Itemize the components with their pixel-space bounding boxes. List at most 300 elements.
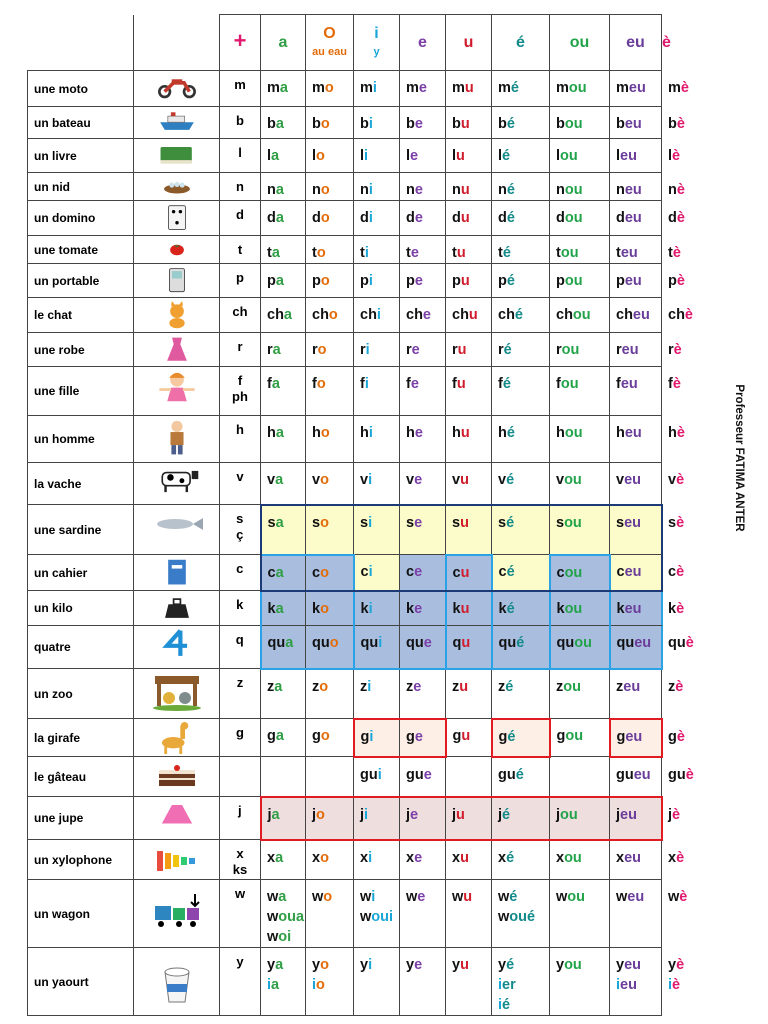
syllable xyxy=(406,633,445,653)
consonant-label: d xyxy=(236,207,244,222)
syllable-vowel: è xyxy=(672,148,681,164)
syllable xyxy=(616,975,661,995)
syllable-vowel: a xyxy=(275,210,284,226)
syllable xyxy=(406,805,445,825)
syllable-vowel: eu xyxy=(624,600,642,617)
syllable-consonant: l xyxy=(668,148,673,164)
syllable-vowel: i xyxy=(371,889,376,905)
syllable-vowel: e xyxy=(414,425,423,441)
syllable-cell xyxy=(354,626,400,669)
syllable xyxy=(360,374,399,394)
syllable-consonant: r xyxy=(360,342,366,358)
syllable-consonant: f xyxy=(616,376,621,392)
syllable-vowel: e xyxy=(414,728,423,745)
syllable-vowel: é xyxy=(506,600,515,617)
vowel-label: e xyxy=(418,33,427,51)
syllable-consonant: g xyxy=(498,728,508,745)
syllable-vowel: ou xyxy=(568,80,587,96)
syllable-cell xyxy=(400,555,446,591)
syllable-vowel: eu xyxy=(623,678,641,695)
syllable-vowel: é xyxy=(502,997,511,1013)
syllable xyxy=(498,887,549,907)
consonant-label: j xyxy=(237,803,242,818)
table-row xyxy=(28,463,662,505)
syllable xyxy=(498,423,549,443)
syllable-vowel: o xyxy=(320,472,329,488)
syllable-consonant: z xyxy=(616,678,624,695)
syllable xyxy=(267,955,305,975)
syllable-cell xyxy=(306,333,354,367)
syllable-consonant: g xyxy=(616,728,626,745)
syllable-cell xyxy=(354,591,400,626)
syllable-table xyxy=(27,14,694,1016)
syllable-vowel: ou xyxy=(560,148,578,164)
syllable-consonant: z xyxy=(312,678,320,695)
syllable-consonant: g xyxy=(267,728,276,744)
syllable-consonant: k xyxy=(312,600,321,617)
syllable-vowel: a xyxy=(275,957,284,973)
syllable-vowel: ou xyxy=(572,307,591,323)
header-vowel-6 xyxy=(550,15,610,71)
syllable-cell xyxy=(446,626,492,669)
syllable-vowel: i xyxy=(368,849,373,866)
syllable xyxy=(360,677,399,697)
syllable-consonant: m xyxy=(312,80,325,96)
syllable xyxy=(452,805,491,825)
syllable-cell xyxy=(550,71,610,107)
syllable-consonant: f xyxy=(452,376,457,392)
consonant-cell xyxy=(220,669,261,719)
syllable-consonant: r xyxy=(267,342,273,358)
syllable-consonant: l xyxy=(556,148,561,164)
syllable-cell xyxy=(492,367,550,416)
syllable-cell xyxy=(354,333,400,367)
syllable-vowel: a xyxy=(274,678,283,695)
girl-icon xyxy=(134,367,220,416)
word-label: un bateau xyxy=(28,107,134,139)
syllable-consonant: b xyxy=(616,116,625,132)
syllable-cell xyxy=(354,555,400,591)
syllable-vowel: eu xyxy=(620,245,638,261)
syllable-vowel: u xyxy=(464,80,474,96)
syllable-consonant: y xyxy=(556,957,565,973)
syllable-cell xyxy=(610,948,662,1016)
syllable-cell xyxy=(550,298,610,333)
syllable-cell xyxy=(261,840,306,880)
syllable xyxy=(267,423,305,443)
syllable xyxy=(556,114,609,134)
syllable-consonant: d xyxy=(556,210,565,226)
syllable xyxy=(312,114,353,134)
syllable-consonant: h xyxy=(267,425,276,441)
syllable xyxy=(312,146,353,166)
syllable-cell xyxy=(400,139,446,173)
syllable-vowel: eu xyxy=(634,635,652,651)
syllable-cell xyxy=(261,880,306,948)
syllable xyxy=(406,727,445,747)
syllable xyxy=(406,765,445,785)
syllable-vowel: u xyxy=(463,889,473,905)
syllable-consonant: qu xyxy=(360,635,379,651)
syllable-cell xyxy=(354,236,400,264)
syllable-consonant: s xyxy=(406,514,415,531)
consonant-cell xyxy=(220,107,261,139)
syllable-vowel: e xyxy=(414,957,423,973)
syllable xyxy=(616,765,661,785)
syllable xyxy=(268,599,306,619)
syllable-cell xyxy=(610,173,662,201)
syllable xyxy=(556,180,609,200)
syllable xyxy=(360,340,399,360)
consonant-cell xyxy=(220,367,261,416)
syllable-cell xyxy=(550,505,610,555)
syllable xyxy=(406,340,445,360)
syllable-consonant: c xyxy=(498,564,507,580)
fish-icon xyxy=(134,505,220,555)
consonant-label: m xyxy=(234,77,246,92)
table-row xyxy=(28,757,662,797)
syllable xyxy=(498,513,549,533)
syllable-consonant: y xyxy=(452,957,461,973)
consonant-cell xyxy=(220,719,261,757)
syllable-consonant: v xyxy=(616,472,625,488)
syllable-cell xyxy=(306,757,354,797)
syllable-vowel: u xyxy=(456,245,466,261)
syllable-cell xyxy=(400,669,446,719)
syllable-vowel: é xyxy=(502,148,511,164)
table-row xyxy=(28,107,662,139)
syllable-vowel: e xyxy=(410,148,419,164)
syllable-cell xyxy=(400,298,446,333)
syllable-consonant: y xyxy=(312,957,321,973)
syllable-cell xyxy=(550,236,610,264)
syllable-vowel: è xyxy=(676,472,685,488)
syllable xyxy=(312,271,353,291)
syllable-consonant: g xyxy=(312,728,321,744)
syllable-vowel: oi xyxy=(278,929,292,945)
syllable-cell xyxy=(354,264,400,298)
syllable-consonant: w xyxy=(267,929,279,945)
syllable-cell xyxy=(492,71,550,107)
syllable-cell xyxy=(400,505,446,555)
syllable-vowel: é xyxy=(506,472,515,488)
syllable-cell xyxy=(446,201,492,236)
syllable xyxy=(267,305,305,325)
syllable xyxy=(360,470,399,490)
syllable-consonant: d xyxy=(267,210,276,226)
syllable-consonant: c xyxy=(668,564,677,580)
syllable-cell xyxy=(354,298,400,333)
syllable xyxy=(616,805,661,825)
syllable-vowel: eu xyxy=(620,148,637,164)
syllable-consonant: t xyxy=(312,245,317,261)
syllable-vowel: i xyxy=(368,116,373,132)
syllable xyxy=(453,726,491,746)
syllable-cell xyxy=(610,107,662,139)
syllable-vowel: i xyxy=(367,678,372,695)
syllable-cell xyxy=(400,626,446,669)
syllable xyxy=(616,423,661,443)
syllable xyxy=(556,243,609,263)
syllable xyxy=(406,146,445,166)
syllable-consonant: w xyxy=(360,909,372,925)
syllable-vowel: é xyxy=(506,564,515,580)
syllable-consonant: s xyxy=(312,514,321,531)
syllable-consonant: z xyxy=(452,678,460,695)
syllable xyxy=(498,78,549,98)
syllable-consonant: d xyxy=(498,210,507,226)
syllable-vowel: è xyxy=(685,766,694,783)
syllable-consonant: s xyxy=(668,514,677,531)
syllable xyxy=(312,340,353,360)
syllable xyxy=(312,78,353,98)
syllable-cell xyxy=(610,298,662,333)
syllable-consonant: l xyxy=(360,148,365,164)
syllable-cell xyxy=(492,591,550,626)
syllable xyxy=(616,374,661,394)
syllable-consonant: h xyxy=(406,425,415,441)
syllable-cell xyxy=(610,880,662,948)
syllable-consonant: w xyxy=(406,889,418,905)
syllable-vowel: a xyxy=(285,635,294,651)
syllable-vowel: o xyxy=(316,376,326,392)
syllable xyxy=(312,423,353,443)
syllable-consonant: p xyxy=(267,273,276,289)
syllable xyxy=(360,180,399,200)
syllable-vowel: ou xyxy=(564,116,583,132)
syllable-cell xyxy=(550,719,610,757)
syllable-consonant: k xyxy=(498,600,507,617)
syllable-consonant: s xyxy=(556,514,565,531)
syllable-vowel: eu xyxy=(624,564,642,580)
consonant-cell xyxy=(220,139,261,173)
dress-icon xyxy=(134,333,220,367)
syllable-consonant: f xyxy=(556,376,561,392)
book-icon xyxy=(134,139,220,173)
syllable-cell xyxy=(261,719,306,757)
syllable-consonant: c xyxy=(267,564,276,581)
consonant-label: p xyxy=(236,270,244,285)
syllable-consonant: qu xyxy=(616,635,635,651)
syllable xyxy=(556,340,609,360)
syllable xyxy=(267,975,305,995)
syllable-vowel: é xyxy=(506,273,515,289)
syllable-cell xyxy=(306,416,354,463)
header-empty-cell xyxy=(134,15,220,71)
syllable xyxy=(267,146,305,166)
syllable xyxy=(616,208,661,228)
syllable-cell xyxy=(550,757,610,797)
syllable xyxy=(452,470,491,490)
syllable-consonant: s xyxy=(360,514,369,531)
header-vowel-0 xyxy=(261,15,306,71)
vowel-label: a xyxy=(278,33,288,51)
syllable-vowel: i xyxy=(368,564,373,580)
syllable xyxy=(556,887,609,907)
syllable-vowel: i xyxy=(368,514,373,531)
syllable-consonant: ch xyxy=(668,307,685,323)
syllable-vowel: i xyxy=(364,245,369,261)
syllable xyxy=(617,633,662,653)
syllable-cell xyxy=(492,236,550,264)
vowel-label: ou xyxy=(569,33,590,51)
consonant-label: r xyxy=(237,339,243,354)
syllable-consonant: j xyxy=(312,806,317,823)
syllable-consonant: qu xyxy=(267,635,286,651)
syllable-consonant: ch xyxy=(616,307,633,323)
syllable xyxy=(617,599,662,619)
syllable-consonant: r xyxy=(556,342,562,358)
syllable-cell xyxy=(446,236,492,264)
syllable-consonant: w xyxy=(360,889,372,905)
syllable-vowel: er xyxy=(502,977,516,993)
syllable-vowel: eu xyxy=(624,472,641,488)
syllable xyxy=(267,927,305,947)
syllable-consonant: j xyxy=(498,806,503,823)
syllable-consonant: b xyxy=(406,116,415,132)
syllable-consonant: c xyxy=(360,564,369,580)
syllable-vowel: è xyxy=(676,957,685,973)
syllable-cell xyxy=(400,173,446,201)
syllable-vowel: è xyxy=(676,273,685,289)
syllable xyxy=(267,470,305,490)
syllable-cell xyxy=(446,719,492,757)
syllable-vowel: u xyxy=(460,849,469,866)
syllable-consonant: qu xyxy=(498,635,517,651)
syllable-consonant: qu xyxy=(406,635,424,651)
syllable-consonant: k xyxy=(452,600,461,617)
syllable-consonant: r xyxy=(406,342,412,358)
syllable xyxy=(406,305,445,325)
syllable-cell xyxy=(261,173,306,201)
syllable xyxy=(361,599,400,619)
syllable-cell xyxy=(306,591,354,626)
syllable-consonant: z xyxy=(668,678,676,695)
syllable xyxy=(498,271,549,291)
syllable xyxy=(406,677,445,697)
syllable xyxy=(499,727,549,747)
syllable-cell xyxy=(492,264,550,298)
syllable-vowel: é xyxy=(502,376,511,392)
syllable xyxy=(498,146,549,166)
word-label: un nid xyxy=(28,173,134,201)
syllable-vowel: a xyxy=(271,245,280,261)
syllable-consonant: t xyxy=(498,245,503,261)
syllable-vowel: é xyxy=(506,957,515,973)
consonant-label: v xyxy=(236,469,244,484)
syllable xyxy=(406,470,445,490)
syllable-cell xyxy=(306,298,354,333)
syllable-vowel: eu xyxy=(624,273,642,289)
syllable-consonant: y xyxy=(360,957,369,973)
syllable-consonant: x xyxy=(616,849,625,866)
syllable-cell xyxy=(550,626,610,669)
syllable-consonant: p xyxy=(452,273,461,289)
syllable-vowel: ou xyxy=(574,635,592,651)
syllable xyxy=(360,78,399,98)
syllable-vowel: ou xyxy=(561,342,580,358)
syllable xyxy=(616,677,661,697)
syllable-cell xyxy=(400,71,446,107)
syllable-vowel: a xyxy=(275,425,284,441)
syllable-cell xyxy=(492,201,550,236)
syllable-cell xyxy=(610,669,662,719)
syllable-cell xyxy=(492,416,550,463)
syllable xyxy=(267,340,305,360)
syllable xyxy=(268,805,306,825)
syllable-vowel: i xyxy=(668,977,673,993)
syllable-vowel: e xyxy=(413,678,422,695)
syllable-vowel: ou xyxy=(564,849,582,866)
consonant-label: x xyxy=(236,846,244,861)
syllable xyxy=(616,887,661,907)
syllable-consonant: n xyxy=(498,182,507,198)
syllable-vowel: é xyxy=(506,116,515,132)
syllable-cell xyxy=(492,555,550,591)
consonant-cell xyxy=(220,840,261,880)
syllable-vowel: u xyxy=(460,514,469,531)
syllable-vowel: é xyxy=(509,889,518,905)
syllable xyxy=(267,271,305,291)
syllable-cell xyxy=(492,626,550,669)
syllable-consonant: z xyxy=(267,678,275,695)
syllable-vowel: a xyxy=(275,849,284,866)
syllable-cell xyxy=(610,367,662,416)
syllable xyxy=(453,563,491,583)
syllable-cell xyxy=(610,505,662,555)
syllable-cell xyxy=(610,264,662,298)
syllable xyxy=(312,955,353,975)
syllable-vowel: oué xyxy=(509,909,536,925)
syllable-cell xyxy=(550,591,610,626)
consonant-label: y xyxy=(236,954,244,969)
syllable-consonant: ch xyxy=(452,307,469,323)
syllable xyxy=(498,765,549,785)
syllable-cell xyxy=(492,880,550,948)
syllable-vowel: a xyxy=(271,977,280,993)
vowel-label: eu xyxy=(626,33,645,51)
syllable-cell xyxy=(610,333,662,367)
syllable-cell xyxy=(306,505,354,555)
syllable-cell xyxy=(610,139,662,173)
syllable-vowel: i xyxy=(378,635,383,651)
syllable-cell xyxy=(550,555,610,591)
syllable-vowel: é xyxy=(502,245,511,261)
syllable-cell xyxy=(400,416,446,463)
syllable-vowel: ou xyxy=(564,957,582,973)
syllable-cell xyxy=(550,463,610,505)
syllable-consonant: g xyxy=(406,728,415,745)
syllable-consonant: z xyxy=(360,678,368,695)
syllable-vowel: a xyxy=(275,182,284,198)
syllable-vowel: ou xyxy=(564,210,583,226)
syllable-consonant: f xyxy=(360,376,365,392)
syllable-cell xyxy=(306,626,354,669)
syllable-consonant: v xyxy=(498,472,507,488)
syllable xyxy=(360,513,399,533)
syllable-vowel: è xyxy=(679,889,688,905)
syllable-vowel: e xyxy=(423,635,432,651)
syllable-cell xyxy=(550,333,610,367)
syllable-vowel: eu xyxy=(624,210,642,226)
syllable xyxy=(406,423,445,443)
syllable-vowel: é xyxy=(502,806,511,823)
syllable-vowel: e xyxy=(414,116,423,132)
syllable-consonant: w xyxy=(616,889,628,905)
syllable-cell xyxy=(610,626,662,669)
syllable-vowel: é xyxy=(514,307,523,323)
syllable xyxy=(557,563,609,583)
